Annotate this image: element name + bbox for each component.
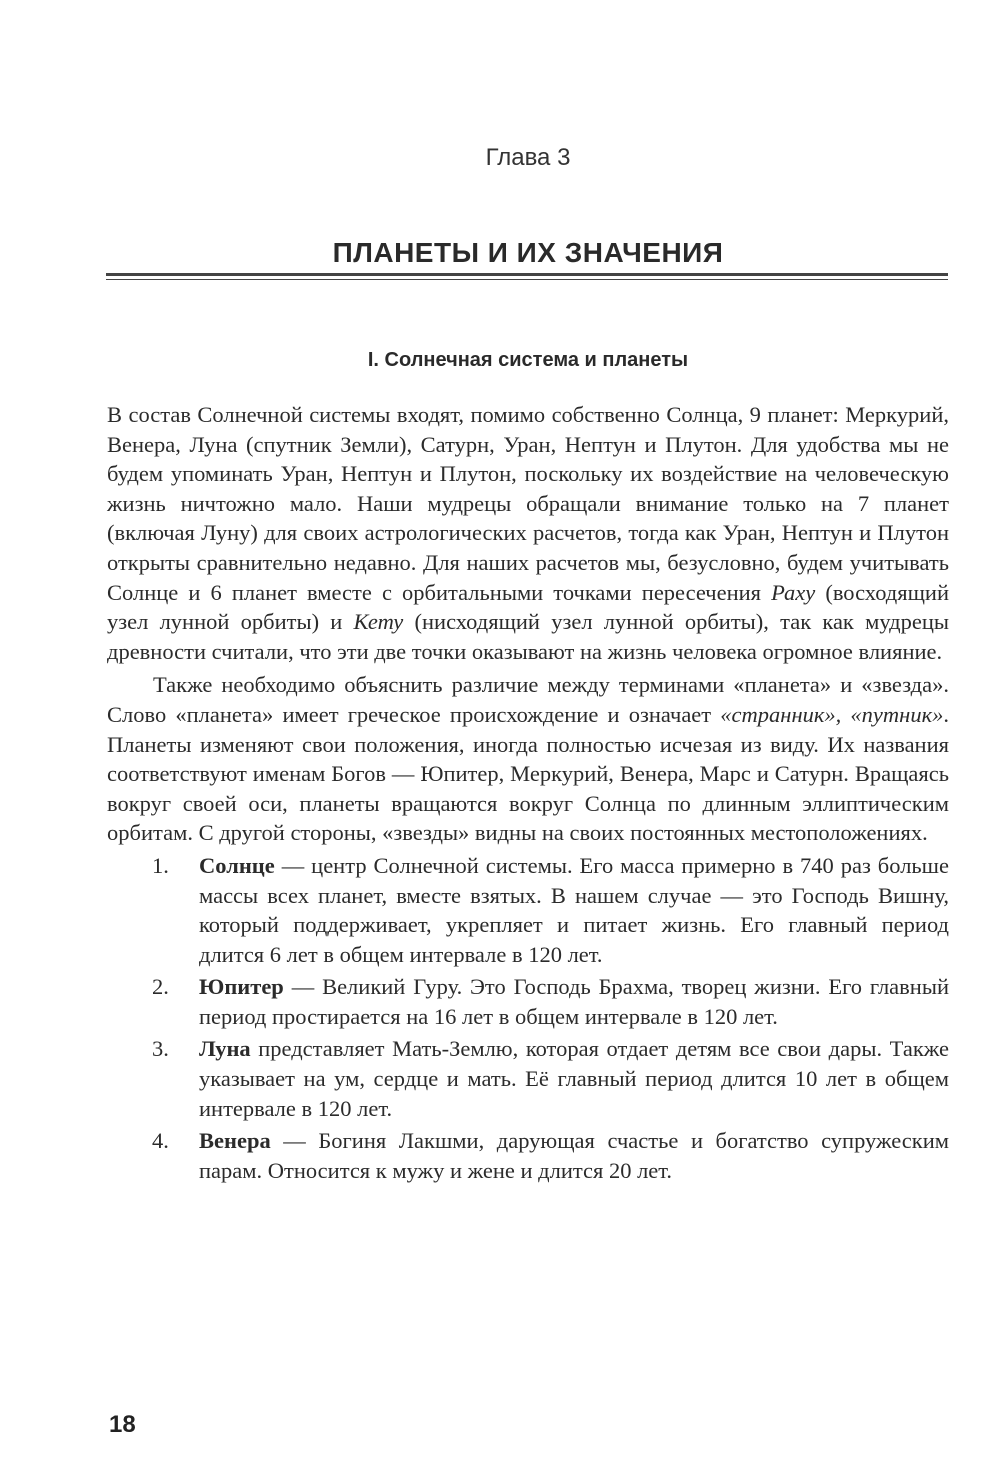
chapter-label: Глава 3 <box>485 144 571 171</box>
list-item: 1. Солнце — центр Солнечной системы. Его масса примерно в 740 раз больше массы всех планет, вместе взятых. В нашем случае — это Господь Вишну, который поддерживает, укрепляет и питает жизнь. Его главный период длится 6 лет в общем интервале в 120 лет. <box>152 852 949 967</box>
title-rule-thin <box>106 279 948 280</box>
list-number: 1. <box>152 852 169 878</box>
list-term: Юпитер <box>199 974 284 1000</box>
rahu-term: Раху <box>771 579 816 605</box>
list-term: Венера <box>199 1128 271 1154</box>
italic-phrase: «странник», «путник» <box>720 701 944 727</box>
list-term: Солнце <box>199 852 275 878</box>
list-item: 3. Луна представляет Мать-Землю, которая отдает детям все свои дары. Также указывает на ум, сердце и мать. Её главный период длится 10 лет в общем интервале в 120 лет. <box>152 1036 949 1121</box>
planet-list <box>107 851 949 1186</box>
list-term: Луна <box>199 1036 251 1062</box>
section-title: I. Солнечная система и планеты <box>367 349 689 371</box>
page-number: 18 <box>109 1411 136 1438</box>
body-text <box>107 400 949 1185</box>
list-number: 2. <box>152 974 169 1000</box>
list-item: 4. Венера — Богиня Лакшми, дарующая счастье и богатство супружеским парам. Относится к мужу и жене и длится 20 лет. <box>152 1128 949 1183</box>
paragraph-1: В состав Солнечной системы входят, помимо собственно Солнца, 9 планет: Меркурий, Венера, Луна (спутник Земли), Сатурн, Уран, Нептун и Плутон. Для удобства мы не будем упоминать Уран, Нептун и Плутон, поскольку их воздействие на человеческую жизнь ничтожно мало. Наши мудрецы обращали внимание только на 7 планет (включая Луну) для своих астрологических расчетов, тогда как Уран, Нептун и Плутон открыты сравнительно недавно. Для наших расчетов мы, безусловно, будем учитывать Солнце и 6 планет вместе с орбитальными точками пересечения Раху (восходящий узел лунной орбиты) и Кету (нисходящий узел лунной орбиты), так как мудрецы древности считали, что эти две точки оказывают на жизнь человека огромное влияние. <box>107 402 950 664</box>
list-item: 2. Юпитер — Великий Гуру. Это Господь Брахма, творец жизни. Его главный период простирается на 16 лет в общем интервале в 120 лет. <box>152 974 949 1029</box>
ketu-term: Кету <box>353 609 404 635</box>
paragraph-2: Также необходимо объяснить различие между терминами «планета» и «звезда». Слово «планета» имеет греческое происхождение и означает «странник», «путник». Планеты изменяют свои положения, иногда полностью исчезая из виду. Их названия соответствуют именам Богов — Юпитер, Меркурий, Венера, Марс и Сатурн. Вращаясь вокруг своей оси, планеты вращаются вокруг Солнца по длинным эллиптическим орбитам. С другой стороны, «звезды» видны на своих постоянных местоположениях. <box>107 672 949 846</box>
list-number: 4. <box>152 1128 169 1154</box>
list-number: 3. <box>152 1036 169 1062</box>
title-rule-thick <box>106 273 948 276</box>
chapter-title: ПЛАНЕТЫ И ИХ ЗНАЧЕНИЯ <box>332 237 724 268</box>
